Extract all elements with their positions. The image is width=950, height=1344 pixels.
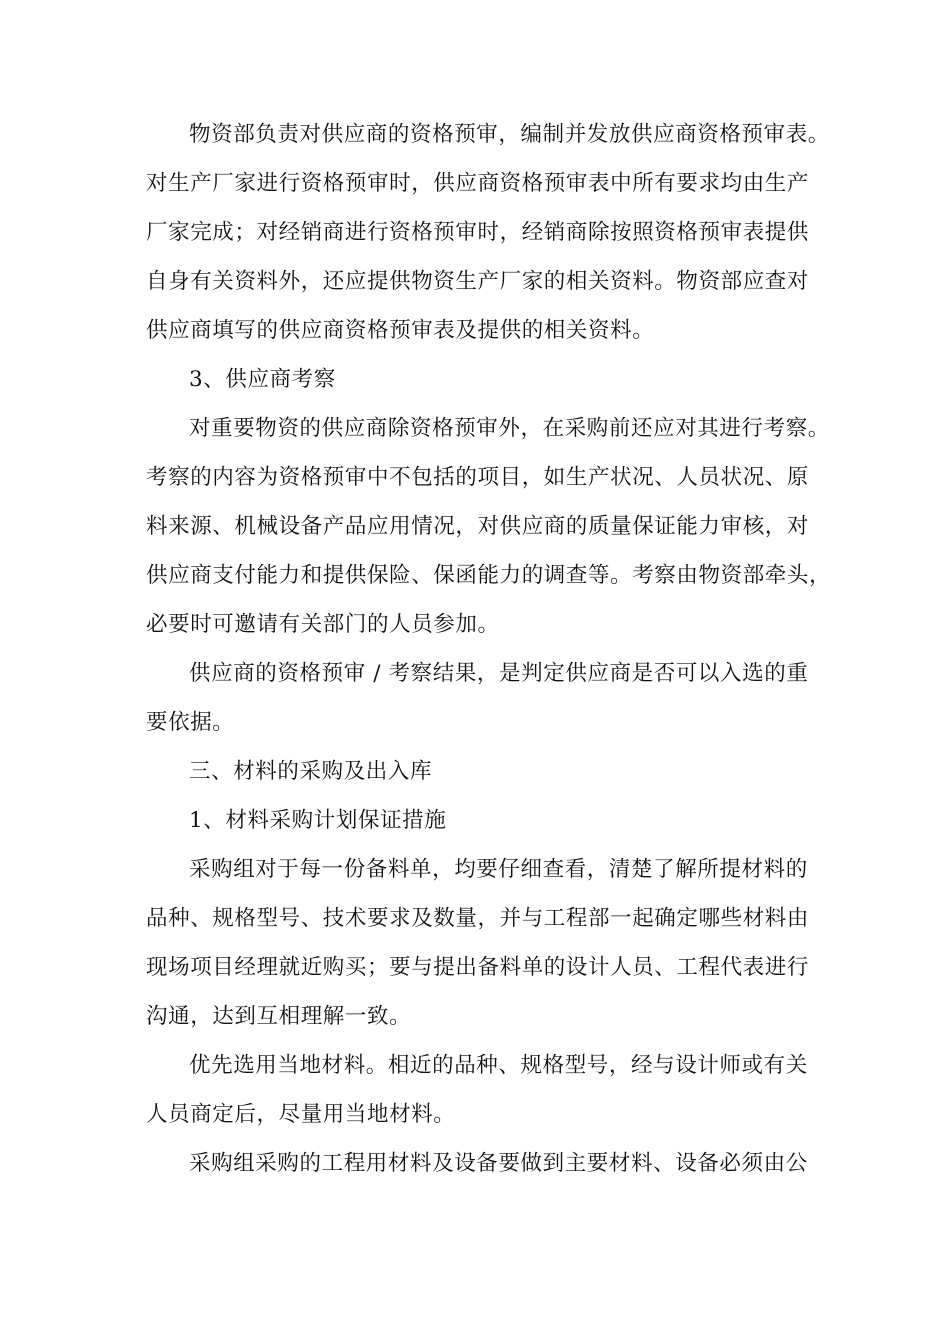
paragraph-line: 物资部负责对供应商的资格预审，编制并发放供应商资格预审表。 (189, 122, 830, 147)
paragraph-line: 对重要物资的供应商除资格预审外，在采购前还应对其进行考察。 (189, 416, 830, 441)
paragraph-line: 采购组采购的工程用材料及设备要做到主要材料、设备必须由公 (189, 1151, 808, 1176)
paragraph-line: 自身有关资料外，还应提供物资生产厂家的相关资料。物资部应查对 (146, 269, 810, 294)
paragraph-line: 现场项目经理就近购买；要与提出备料单的设计人员、工程代表进行 (146, 955, 810, 980)
section-heading: 3、供应商考察 (189, 367, 336, 392)
paragraph-line: 厂家完成；对经销商进行资格预审时，经销商除按照资格预审表提供 (146, 220, 810, 245)
paragraph-line: 供应商的资格预审 / 考察结果，是判定供应商是否可以入选的重 (189, 661, 809, 686)
paragraph-line: 考察的内容为资格预审中不包括的项目，如生产状况、人员状况、原 (146, 465, 810, 490)
paragraph-line: 沟通，达到互相理解一致。 (146, 1004, 412, 1029)
paragraph-line: 采购组对于每一份备料单，均要仔细查看，清楚了解所提材料的 (189, 857, 808, 882)
paragraph-line: 供应商支付能力和提供保险、保函能力的调查等。考察由物资部牵头， (146, 563, 832, 588)
paragraph-line: 必要时可邀请有关部门的人员参加。 (146, 612, 500, 637)
paragraph-line: 人员商定后，尽量用当地材料。 (146, 1102, 456, 1127)
paragraph-line: 品种、规格型号、技术要求及数量，并与工程部一起确定哪些材料由 (146, 906, 810, 931)
paragraph-line: 要依据。 (146, 710, 235, 735)
chapter-heading: 三、材料的采购及出入库 (189, 759, 433, 784)
paragraph-line: 料来源、机械设备产品应用情况，对供应商的质量保证能力审核，对 (146, 514, 810, 539)
paragraph-line: 供应商填写的供应商资格预审表及提供的相关资料。 (146, 318, 655, 343)
document-body (146, 110, 832, 1188)
paragraph-line: 对生产厂家进行资格预审时，供应商资格预审表中所有要求均由生产 (146, 171, 810, 196)
paragraph-line: 优先选用当地材料。相近的品种、规格型号，经与设计师或有关 (189, 1053, 808, 1078)
section-heading: 1、材料采购计划保证措施 (189, 808, 447, 833)
